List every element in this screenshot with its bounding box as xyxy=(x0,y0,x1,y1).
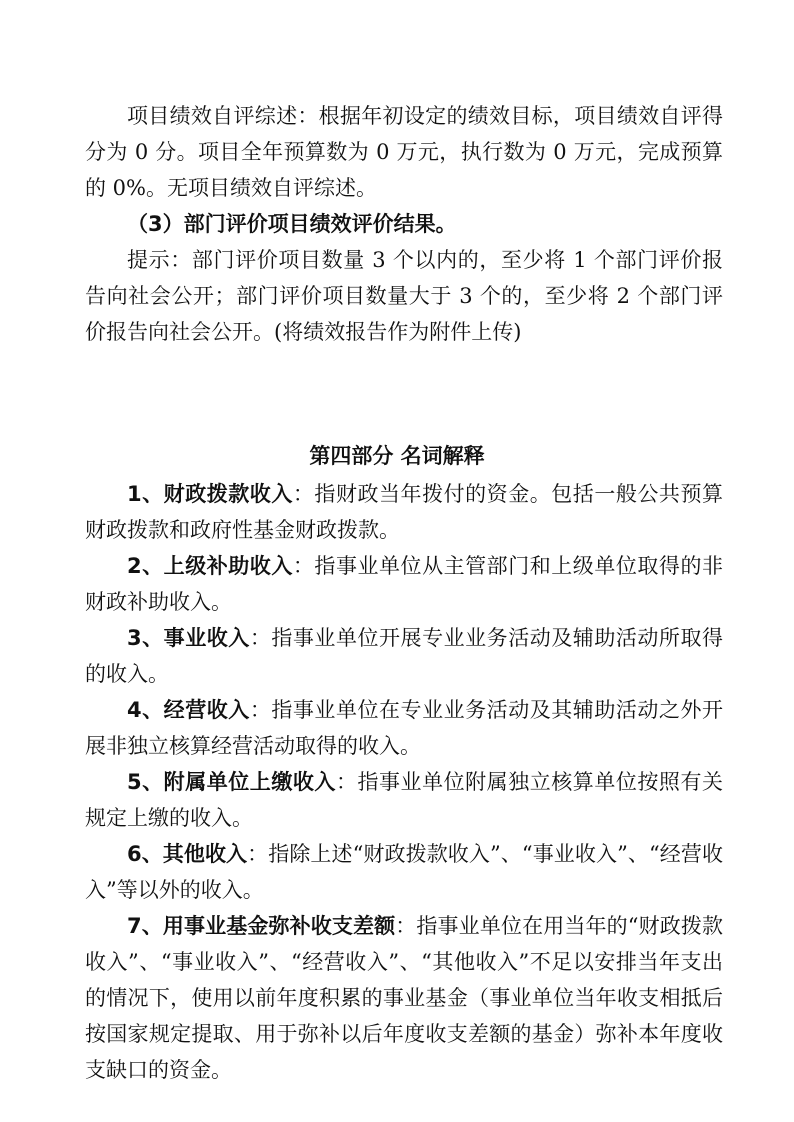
term-item xyxy=(85,692,723,764)
term-definition: ：指财政当年拨付的资金。包括一般公共预算财政拨款和政府性基金财政拨款。 xyxy=(85,482,723,542)
term-item xyxy=(85,836,723,908)
term-label: 5、附属单位上缴收入 xyxy=(127,770,336,794)
performance-summary-paragraph: 项目绩效自评综述：根据年初设定的绩效目标，项目绩效自评得分为 0 分。项目全年预算数为 0 万元，执行数为 0 万元，完成预算的 0%。无项目绩效自评综述。 xyxy=(85,104,723,200)
section-3-heading: （3）部门评价项目绩效评价结果。 xyxy=(127,212,457,236)
term-definition: ：指事业单位附属独立核算单位按照有关规定上缴的收入。 xyxy=(85,770,723,830)
term-item xyxy=(85,908,723,1088)
term-item xyxy=(85,620,723,692)
section-3-hint: 提示：部门评价项目数量 3 个以内的，至少将 1 个部门评价报告向社会公开；部门评价项目数量大于 3 个的，至少将 2 个部门评价报告向社会公开。(将绩效报告作为附件上传) xyxy=(85,248,723,344)
term-label: 1、财政拨款收入 xyxy=(127,482,293,506)
term-item xyxy=(85,476,723,548)
term-label: 3、事业收入 xyxy=(127,626,250,650)
term-item xyxy=(85,548,723,620)
part-4-title: 第四部分 名词解释 xyxy=(309,444,485,468)
term-definition: ：指事业单位在专业业务活动及其辅助活动之外开展非独立核算经营活动取得的收入。 xyxy=(85,698,723,758)
term-label: 4、经营收入 xyxy=(127,698,250,722)
term-definition: ：指除上述“财政拨款收入”、“事业收入”、“经营收入”等以外的收入。 xyxy=(85,842,723,902)
term-label: 2、上级补助收入 xyxy=(127,554,293,578)
term-item xyxy=(85,764,723,836)
term-label: 7、用事业基金弥补收支差额 xyxy=(127,914,396,938)
term-definition: ：指事业单位开展专业业务活动及辅助活动所取得的收入。 xyxy=(85,626,723,686)
term-label: 6、其他收入 xyxy=(127,842,248,866)
term-definition: ：指事业单位从主管部门和上级单位取得的非财政补助收入。 xyxy=(85,554,723,614)
term-definition: ：指事业单位在用当年的“财政拨款收入”、“事业收入”、“经营收入”、“其他收入”不足以安排当年支出的情况下，使用以前年度积累的事业基金（事业单位当年收支相抵后按国家规定提取、用于弥补以后年度收支差额的基金）弥补本年度收支缺口的资金。 xyxy=(85,914,723,1082)
